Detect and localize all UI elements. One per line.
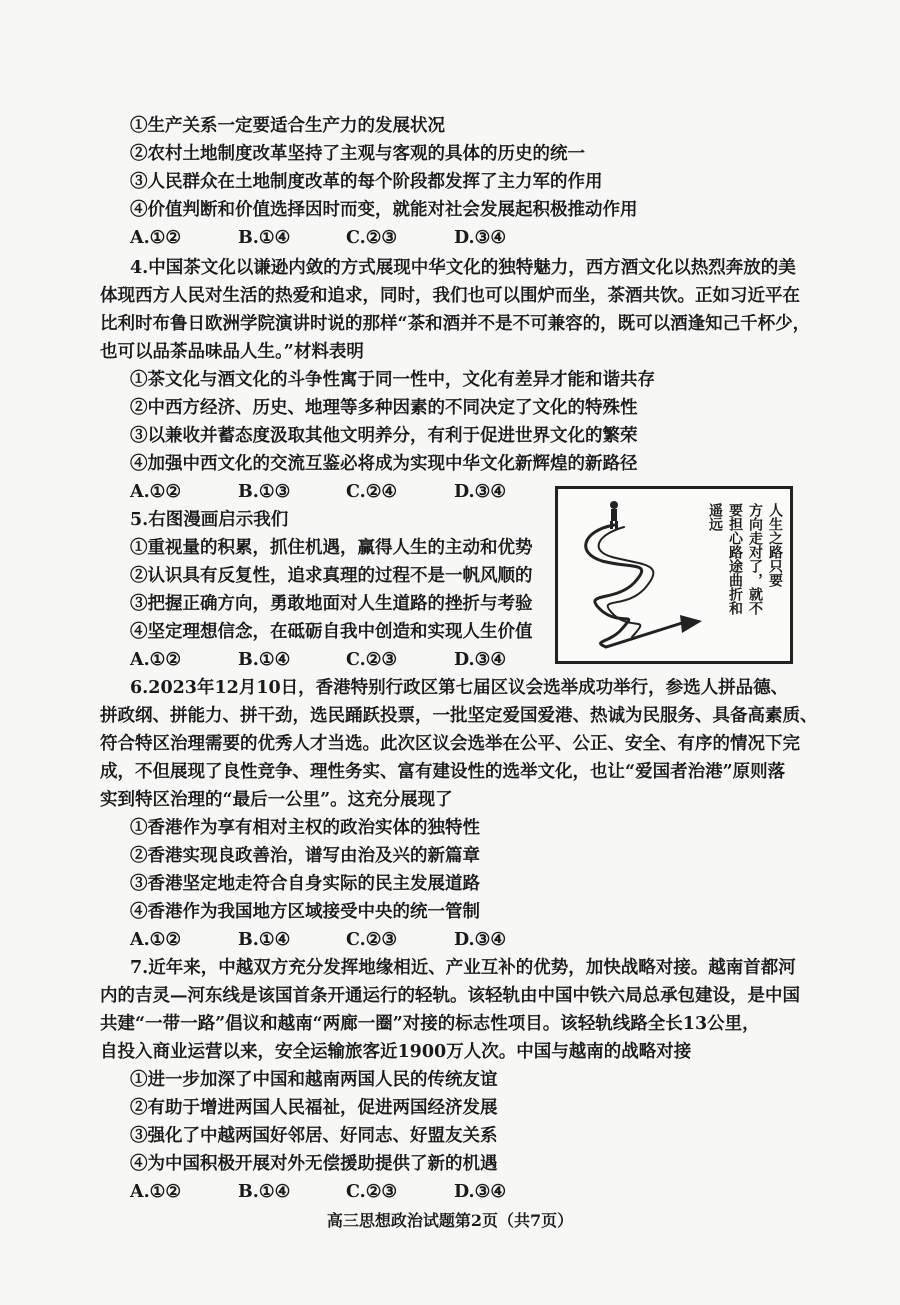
q6-stem-line-1: 6.2023年12月10日，香港特别行政区第七届区议会选举成功举行，参选人拼品德、 xyxy=(130,678,789,698)
q7-option-2: ②有助于增进两国人民福祉，促进两国经济发展 xyxy=(130,1098,498,1118)
q3-option-3: ③人民群众在土地制度改革的每个阶段都发挥了主力军的作用 xyxy=(130,172,603,192)
q4-choices xyxy=(130,480,550,504)
q6-choice-a: A.①② xyxy=(130,930,182,950)
q3-choices xyxy=(130,226,550,250)
q7-choice-d: D.③④ xyxy=(454,1182,507,1202)
q7-stem-line-2: 内的吉灵—河东线是该国首条开通运行的轻轨。该轻轨由中国中铁六局总承包建设，是中国 xyxy=(100,986,800,1006)
q4-option-4: ④加强中西文化的交流互鉴必将成为实现中华文化新辉煌的新路径 xyxy=(130,454,638,474)
q5-choice-a: A.①② xyxy=(130,650,182,670)
q5-option-2: ②认识具有反复性，追求真理的过程不是一帆风顺的 xyxy=(130,566,533,586)
q3-choice-d: D.③④ xyxy=(454,228,507,248)
q5-option-4: ④坚定理想信念，在砥砺自我中创造和实现人生价值 xyxy=(130,622,533,642)
q7-option-3: ③强化了中越两国好邻居、好同志、好盟友关系 xyxy=(130,1126,498,1146)
q4-stem-line-4: 也可以品茶品味品人生。”材料表明 xyxy=(100,342,364,362)
q6-stem-line-4: 成，不但展现了良性竞争、理性务实、富有建设性的选举文化，也让“爱国者治港”原则落 xyxy=(100,762,786,782)
q6-option-1: ①香港作为享有相对主权的政治实体的独特性 xyxy=(130,818,480,838)
q7-option-4: ④为中国积极开展对外无偿援助提供了新的机遇 xyxy=(130,1154,498,1174)
q5-choice-c: C.②③ xyxy=(346,650,398,670)
q6-choices xyxy=(130,928,550,952)
q7-choice-a: A.①② xyxy=(130,1182,182,1202)
q6-stem-line-2: 拼政纲、拼能力、拼干劲，选民踊跃投票，一批坚定爱国爱港、热诚为民服务、具备高素质、 xyxy=(100,706,818,726)
q7-choice-b: B.①④ xyxy=(238,1182,291,1202)
q6-option-3: ③香港坚定地走符合自身实际的民主发展道路 xyxy=(130,874,480,894)
cartoon-caption-col-4: 遥远 xyxy=(707,503,723,531)
cartoon-caption-col-1: 人生之路只要 xyxy=(767,503,783,587)
q6-choice-c: C.②③ xyxy=(346,930,398,950)
q7-choice-c: C.②③ xyxy=(346,1182,398,1202)
q7-stem-line-1: 7.近年来，中越双方充分发挥地缘相近、产业互补的优势，加快战略对接。越南首都河 xyxy=(130,958,796,978)
q5-choice-d: D.③④ xyxy=(454,650,507,670)
cartoon-caption-col-3: 要担心路途曲折和 xyxy=(727,503,743,615)
q3-choice-a: A.①② xyxy=(130,228,182,248)
q4-option-1: ①茶文化与酒文化的斗争性寓于同一性中，文化有差异才能和谐共存 xyxy=(130,370,655,390)
q6-stem-line-5: 实到特区治理的“最后一公里”。这充分展现了 xyxy=(100,790,453,810)
q4-stem-line-1: 4.中国茶文化以谦逊内敛的方式展现中华文化的独特魅力，西方酒文化以热烈奔放的美 xyxy=(130,258,796,278)
q5-cartoon xyxy=(555,486,793,664)
q3-option-2: ②农村土地制度改革坚持了主观与客观的具体的历史的统一 xyxy=(130,144,585,164)
q4-option-2: ②中西方经济、历史、地理等多种因素的不同决定了文化的特殊性 xyxy=(130,398,638,418)
q5-option-3: ③把握正确方向，勇敢地面对人生道路的挫折与考验 xyxy=(130,594,533,614)
q3-option-4: ④价值判断和价值选择因时而变，就能对社会发展起积极推动作用 xyxy=(130,200,638,220)
q7-option-1: ①进一步加深了中国和越南两国人民的传统友谊 xyxy=(130,1070,498,1090)
q4-choice-b: B.①③ xyxy=(238,482,291,502)
q4-choice-d: D.③④ xyxy=(454,482,507,502)
q3-option-1: ①生产关系一定要适合生产力的发展状况 xyxy=(130,116,445,136)
q3-choice-c: C.②③ xyxy=(346,228,398,248)
q7-stem-line-3: 共建“一带一路”倡议和越南“两廊一圈”对接的标志性项目。该轻轨线路全长13公里， xyxy=(100,1014,760,1034)
q5-stem: 5.右图漫画启示我们 xyxy=(130,510,289,530)
q7-choices xyxy=(130,1180,550,1204)
q6-option-4: ④香港作为我国地方区域接受中央的统一管制 xyxy=(130,902,480,922)
q4-option-3: ③以兼收并蓄态度汲取其他文明养分，有利于促进世界文化的繁荣 xyxy=(130,426,638,446)
page-footer: 高三思想政治试题第2页（共7页） xyxy=(326,1211,574,1230)
q4-stem-line-2: 体现西方人民对生活的热爱和追求，同时，我们也可以围炉而坐，茶酒共饮。正如习近平在 xyxy=(100,286,800,306)
q7-stem-line-4: 自投入商业运营以来，安全运输旅客近1900万人次。中国与越南的战略对接 xyxy=(100,1042,692,1062)
winding-road-drawing xyxy=(562,491,712,657)
q5-option-1: ①重视量的积累，抓住机遇，赢得人生的主动和优势 xyxy=(130,538,533,558)
q4-stem-line-3: 比利时布鲁日欧洲学院演讲时说的那样“茶和酒并不是不可兼容的，既可以酒逢知己千杯少， xyxy=(100,314,811,334)
q3-choice-b: B.①④ xyxy=(238,228,291,248)
q6-stem-line-3: 符合特区治理需要的优秀人才当选。此次区议会选举在公平、公正、安全、有序的情况下完 xyxy=(100,734,800,754)
q6-choice-d: D.③④ xyxy=(454,930,507,950)
q6-option-2: ②香港实现良政善治，谱写由治及兴的新篇章 xyxy=(130,846,480,866)
q5-choice-b: B.①④ xyxy=(238,650,291,670)
q4-choice-a: A.①② xyxy=(130,482,182,502)
cartoon-caption-col-2: 方向走对了，就不 xyxy=(747,503,763,615)
q6-choice-b: B.①④ xyxy=(238,930,291,950)
q4-choice-c: C.②④ xyxy=(346,482,398,502)
q5-choices xyxy=(130,648,550,672)
